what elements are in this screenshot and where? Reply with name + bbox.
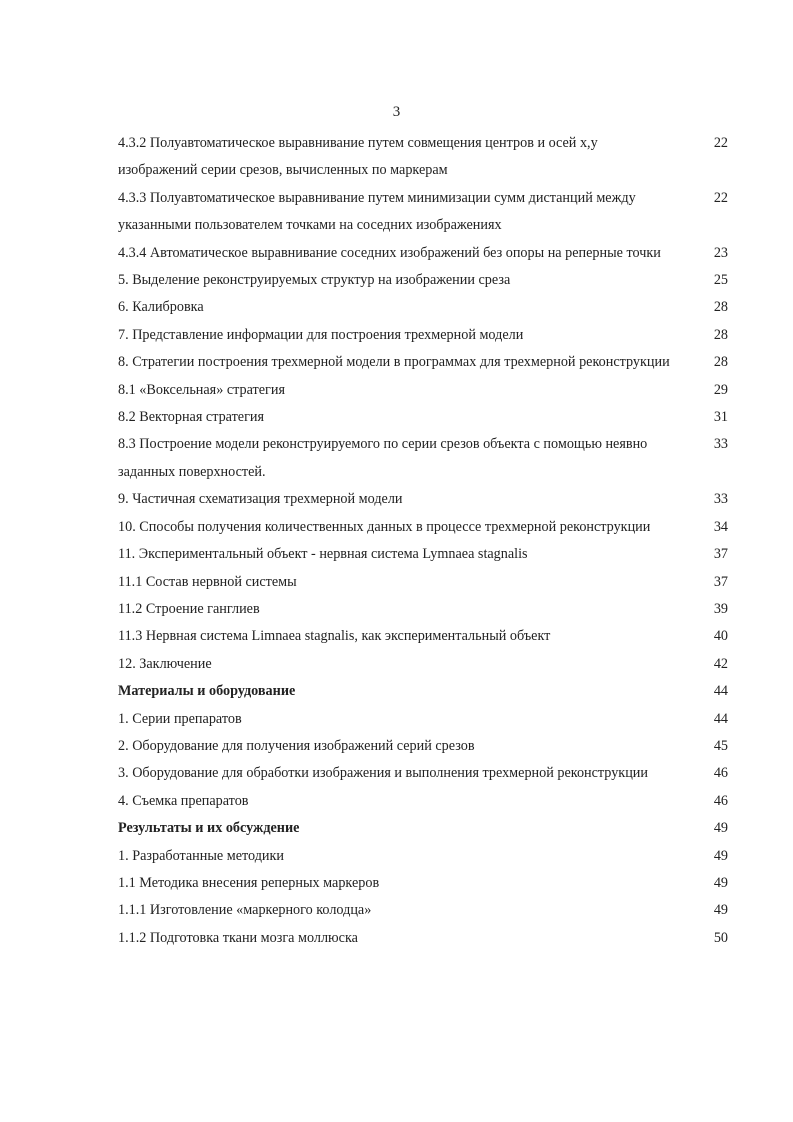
toc-entry-page: 28 [713,299,728,316]
toc-entry-page: 49 [713,874,728,891]
toc-entry-page: 29 [713,381,728,398]
toc-entry-page: 46 [713,765,728,782]
toc-entry-page: 28 [713,326,728,343]
toc-entry [118,514,728,541]
toc-entry-title: 1.1.1 Изготовление «маркерного колодца» [118,902,372,919]
toc-entry [118,130,728,185]
toc-entry-title: 10. Способы получения количественных данных в процессе трехмерной реконструкции [118,518,651,535]
toc-entry [118,377,728,404]
toc-entry-title: 8.1 «Воксельная» стратегия [118,381,285,398]
toc-entry-page: 44 [713,710,728,727]
toc-entry-page: 22 [713,189,728,206]
toc-entry-page: 28 [713,354,728,371]
toc-entry-page: 49 [713,847,728,864]
toc-entry-page: 50 [713,929,728,946]
toc-entry-title: 11.2 Строение ганглиев [118,600,260,617]
toc-entry-title: 4.3.3 Полуавтоматическое выравнивание путем минимизации сумм дистанций между указанными пользователем точками на соседних изображениях [118,189,636,234]
toc-entry [118,185,728,240]
toc-section-heading [118,815,728,842]
toc-entry-title: 11.1 Состав нервной системы [118,573,297,590]
toc-entry-page: 44 [713,683,728,700]
toc-entry-title: 2. Оборудование для получения изображений серий срезов [118,737,475,754]
toc-entry-title: 9. Частичная схематизация трехмерной модели [118,491,403,508]
toc-entry-page: 31 [713,409,728,426]
toc-entry-title: 3. Оборудование для обработки изображения и выполнения трехмерной реконструкции [118,765,648,782]
toc-entry [118,897,728,924]
toc-entry-page: 40 [713,628,728,645]
toc-entry-page: 49 [713,820,728,837]
toc-entry-title: Материалы и оборудование [118,683,296,700]
toc-entry-page: 39 [713,600,728,617]
toc-entry-page: 23 [713,244,728,261]
page-number: 3 [392,104,401,120]
toc-entry-title: 12. Заключение [118,655,212,672]
toc-entry [118,706,728,733]
toc-entry-title: 7. Представление информации для построения трехмерной модели [118,326,524,343]
toc-entry-page: 25 [713,272,728,289]
toc-entry [118,404,728,431]
toc-entry-page: 33 [713,436,728,453]
toc-entry-title: 1.1 Методика внесения реперных маркеров [118,874,380,891]
toc-entry [118,596,728,623]
toc-entry-title: 1. Разработанные методики [118,847,284,864]
toc-entry-title: 11. Экспериментальный объект - нервная система Lymnaea stagnalis [118,546,528,563]
toc-entry [118,294,728,321]
toc-entry-title: 8.3 Построение модели реконструируемого по серии срезов объекта с помощью неявно заданных поверхностей. [118,436,648,480]
toc-entry-title: Результаты и их обсуждение [118,820,300,837]
toc-entry-title: 8. Стратегии построения трехмерной модели в программах для трехмерной реконструкции [118,354,670,371]
toc-entry-title: 4.3.4 Автоматическое выравнивание соседних изображений без опоры на реперные точки [118,244,661,261]
toc-entry-title: 4. Съемка препаратов [118,792,249,809]
toc-entry [118,870,728,897]
toc-section-heading [118,678,728,705]
toc-entry-title: 1. Серии препаратов [118,710,242,727]
toc-entry-title: 4.3.2 Полуавтоматическое выравнивание путем совмещения центров и осей х,у изображений серии срезов, вычисленных по маркерам [118,135,598,179]
toc-entry [118,349,728,376]
toc-entry [118,569,728,596]
toc-entry [118,843,728,870]
toc-entry [118,431,728,486]
table-of-contents [118,130,728,952]
toc-entry-title: 1.1.2 Подготовка ткани мозга моллюска [118,929,358,946]
toc-entry-page: 37 [713,573,728,590]
toc-entry-title: 6. Калибровка [118,299,204,316]
toc-entry [118,541,728,568]
toc-entry [118,733,728,760]
toc-entry-title: 5. Выделение реконструируемых структур на изображении среза [118,272,511,289]
toc-entry-page: 22 [713,135,728,151]
toc-entry-title: 8.2 Векторная стратегия [118,409,265,426]
toc-entry-page: 34 [713,518,728,535]
toc-entry-page: 46 [713,792,728,809]
toc-entry [118,925,728,952]
toc-entry [118,486,728,513]
toc-entry [118,240,728,267]
toc-entry [118,623,728,650]
toc-entry-page: 37 [713,546,728,563]
toc-entry [118,788,728,815]
toc-entry-page: 33 [713,491,728,508]
toc-entry [118,651,728,678]
toc-entry-title: 11.3 Нервная система Limnaea stagnalis, как экспериментальный объект [118,628,551,645]
toc-entry-page: 42 [713,655,728,672]
toc-entry [118,760,728,787]
toc-entry [118,322,728,349]
toc-entry-page: 49 [713,902,728,919]
toc-entry-page: 45 [713,737,728,754]
toc-entry [118,267,728,294]
